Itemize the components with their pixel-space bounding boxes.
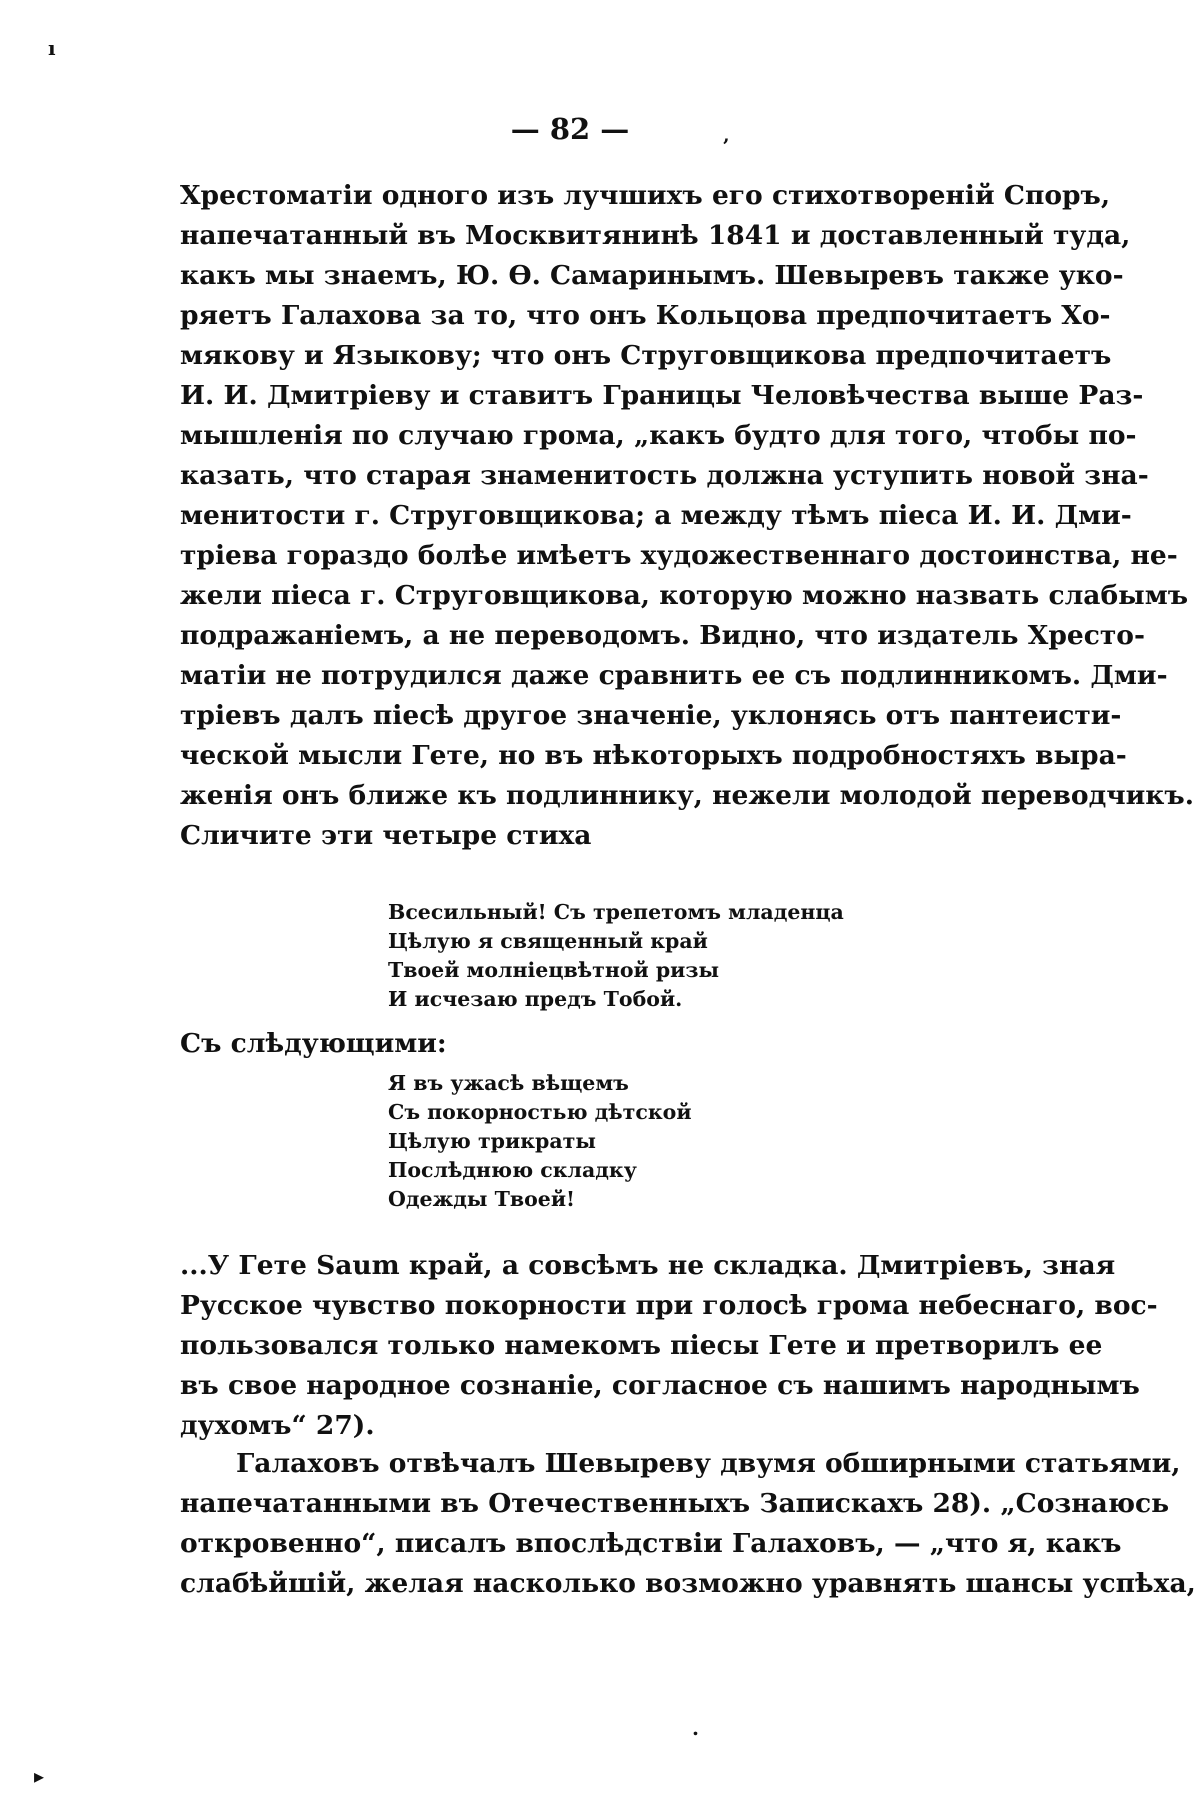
scan-mark: . xyxy=(692,1716,699,1740)
text-line: матiи не потрудился даже сравнить ее съ подлинникомъ. Дми- xyxy=(180,660,1168,691)
text-line: въ свое народное сознанiе, согласное съ нашимъ народнымъ xyxy=(180,1370,1140,1401)
verse-line: Цѣлую трикраты xyxy=(388,1129,596,1153)
text-line: трiева гораздо болѣе имѣетъ художественнаго достоинства, не- xyxy=(180,540,1178,571)
text-line: подражанiемъ, а не переводомъ. Видно, что издатель Хресто- xyxy=(180,620,1145,651)
paragraph-2 xyxy=(180,1246,1158,1446)
text-line: женiя онъ ближе къ подлиннику, нежели молодой переводчикъ. xyxy=(180,780,1194,811)
verse-line: Одежды Твоей! xyxy=(388,1187,576,1211)
verse-line: Цѣлую я священный край xyxy=(388,929,708,953)
comparison-label: Съ слѣдующими: xyxy=(180,1028,447,1059)
text-line: какъ мы знаемъ, Ю. Ѳ. Самаринымъ. Шевыревъ также уко- xyxy=(180,260,1124,291)
verse-line: Твоей молнiецвѣтной ризы xyxy=(388,958,720,982)
scan-mark: ı xyxy=(48,36,56,60)
verse-line: Я въ ужасѣ вѣщемъ xyxy=(388,1071,629,1095)
text-line: духомъ“ 27). xyxy=(180,1410,375,1441)
text-line: ...У Гете Saum край, а совсѣмъ не складка. Дмитрiевъ, зная xyxy=(180,1250,1116,1281)
text-line: ряетъ Галахова за то, что онъ Кольцова предпочитаетъ Хо- xyxy=(180,300,1111,331)
text-line: казать, что старая знаменитость должна уступить новой зна- xyxy=(180,460,1149,491)
text-line: трiевъ далъ пiесѣ другое значенiе, уклонясь отъ пантеисти- xyxy=(180,700,1122,731)
verse-quote-1 xyxy=(388,898,844,1014)
text-line: пользовался только намекомъ пiесы Гете и претворилъ ее xyxy=(180,1330,1103,1361)
text-line: мякову и Языкову; что онъ Струговщикова предпочитаетъ xyxy=(180,340,1112,371)
page-number: — 82 — xyxy=(510,112,630,146)
text-line: И. И. Дмитрiеву и ставитъ Границы Человѣчества выше Раз- xyxy=(180,380,1144,411)
scan-mark: ▸ xyxy=(34,1764,45,1788)
verse-line: Всесильный! Съ трепетомъ младенца xyxy=(388,900,844,924)
text-line: Русское чувство покорности при голосѣ грома небеснаго, вос- xyxy=(180,1290,1158,1321)
text-line: слабѣйшiй, желая насколько возможно уравнять шансы успѣха, xyxy=(180,1568,1196,1599)
text-line: Галаховъ отвѣчалъ Шевыреву двумя обширными статьями, xyxy=(236,1448,1181,1479)
text-line: менитости г. Струговщикова; а между тѣмъ пiеса И. И. Дми- xyxy=(180,500,1132,531)
text-line: мышленiя по случаю грома, „какъ будто для того, чтобы по- xyxy=(180,420,1137,451)
paragraph-3 xyxy=(180,1444,1196,1604)
text-line: ческой мысли Гете, но въ нѣкоторыхъ подробностяхъ выра- xyxy=(180,740,1127,771)
verse-line: Послѣднюю складку xyxy=(388,1158,637,1182)
paragraph-1 xyxy=(180,176,1194,856)
text-line: напечатанными въ Отечественныхъ Запискахъ 28). „Сознаюсь xyxy=(180,1488,1170,1519)
verse-quote-2 xyxy=(388,1069,692,1214)
text-line: жели пiеса г. Струговщикова, которую можно назвать слабымъ xyxy=(180,580,1189,611)
scan-mark: ʼ xyxy=(722,134,729,158)
text-line: Хрестоматiи одного изъ лучшихъ его стихотворенiй Споръ, xyxy=(180,180,1111,211)
verse-line: Съ покорностью дѣтской xyxy=(388,1100,692,1124)
text-line: Сличите эти четыре стиха xyxy=(180,820,592,851)
text-line: откровенно“, писалъ впослѣдствiи Галаховъ, — „что я, какъ xyxy=(180,1528,1122,1559)
verse-line: И исчезаю предъ Тобой. xyxy=(388,987,683,1011)
text-line: напечатанный въ Москвитянинѣ 1841 и доставленный туда, xyxy=(180,220,1131,251)
